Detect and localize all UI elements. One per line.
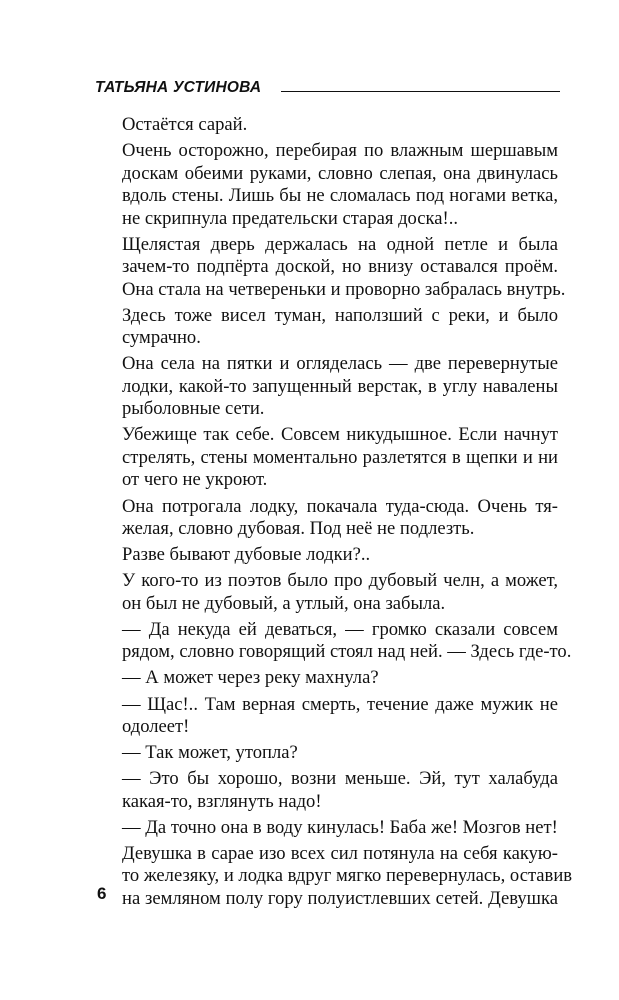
text-line: на земляном полу гору полуистлевших сетей. Девушка	[122, 887, 558, 909]
text-line: какая-то, взглянуть надо!	[122, 790, 322, 812]
text-line: У кого-то из поэтов было про дубовый челн, а может,	[122, 570, 558, 592]
text-line: желая, словно дубовая. Под неё не подлезть.	[122, 518, 475, 540]
text-line: рядом, словно говорящий стоял над ней. — Здесь где-то.	[122, 641, 572, 663]
text-line: рыболовные сети.	[122, 398, 265, 420]
text-line: Разве бывают дубовые лодки?..	[122, 544, 371, 566]
text-line: — Да некуда ей деваться, — громко сказали совсем	[122, 618, 558, 640]
text-line: зачем-то подпёрта доской, но внизу оставался проём.	[122, 256, 558, 278]
text-line: Она села на пятки и огляделась — две перевернутые	[122, 353, 558, 375]
text-line: доскам обеими руками, словно слепая, она двинулась	[122, 162, 558, 184]
author-name: ТАТЬЯНА УСТИНОВА	[95, 79, 262, 96]
text-line: лодки, какой-то запущенный верстак, в углу навалены	[122, 375, 558, 397]
text-line: — Да точно она в воду кинулась! Баба же! Мозгов нет!	[122, 816, 558, 838]
text-line: не скрипнула предательски старая доска!..	[122, 207, 459, 229]
paragraph	[102, 424, 558, 492]
paragraph	[102, 817, 558, 840]
paragraph	[102, 742, 558, 765]
paragraph	[102, 618, 572, 664]
text-line: Здесь тоже висел туман, наползший с реки, и было	[122, 304, 558, 326]
text-line: он был не дубовый, а утлый, она забыла.	[122, 592, 446, 614]
body-text	[102, 114, 573, 914]
text-line: Щелястая дверь держалась на одной петле и была	[122, 233, 558, 255]
paragraph	[102, 305, 558, 350]
paragraph	[102, 496, 558, 541]
paragraph	[102, 694, 558, 739]
paragraph	[102, 544, 558, 567]
text-line: Остаётся сарай.	[122, 114, 248, 135]
text-line: — А может через реку махнула?	[122, 667, 379, 689]
paragraph	[102, 114, 558, 137]
text-line: Она стала на четвереньки и проворно забралась внутрь.	[122, 278, 566, 300]
header-rule	[281, 91, 560, 92]
text-line: Убежище так себе. Совсем никудышное. Если начнут	[122, 424, 558, 446]
page-number: 6	[97, 884, 107, 903]
text-line: одолеет!	[122, 716, 190, 738]
paragraph	[102, 842, 573, 911]
paragraph	[102, 140, 558, 230]
text-line: — Так может, утопла?	[122, 742, 298, 764]
text-line: от чего не укроют.	[122, 469, 268, 491]
text-line: вдоль стены. Лишь бы не сломалась под ногами ветка,	[122, 185, 558, 207]
text-line: то железяку, и лодка вдруг мягко перевернулась, оставив	[122, 865, 573, 887]
paragraph	[102, 768, 558, 813]
running-head	[95, 76, 560, 100]
text-line: стрелять, стены моментально разлетятся в щепки и ни	[122, 446, 558, 468]
text-line: — Это бы хорошо, возни меньше. Эй, тут халабуда	[122, 768, 558, 790]
text-line: — Щас!.. Там верная смерть, течение даже мужик не	[122, 693, 558, 715]
text-line: Она потрогала лодку, покачала туда-сюда. Очень тя-	[122, 495, 558, 517]
text-line: сумрачно.	[122, 327, 201, 349]
text-line: Очень осторожно, перебирая по влажным шершавым	[122, 140, 558, 162]
paragraph	[102, 667, 558, 690]
paragraph	[102, 353, 558, 421]
text-line: Девушка в сарае изо всех сил потянула на себя какую-	[122, 842, 558, 864]
paragraph	[102, 570, 558, 615]
paragraph	[102, 233, 566, 302]
